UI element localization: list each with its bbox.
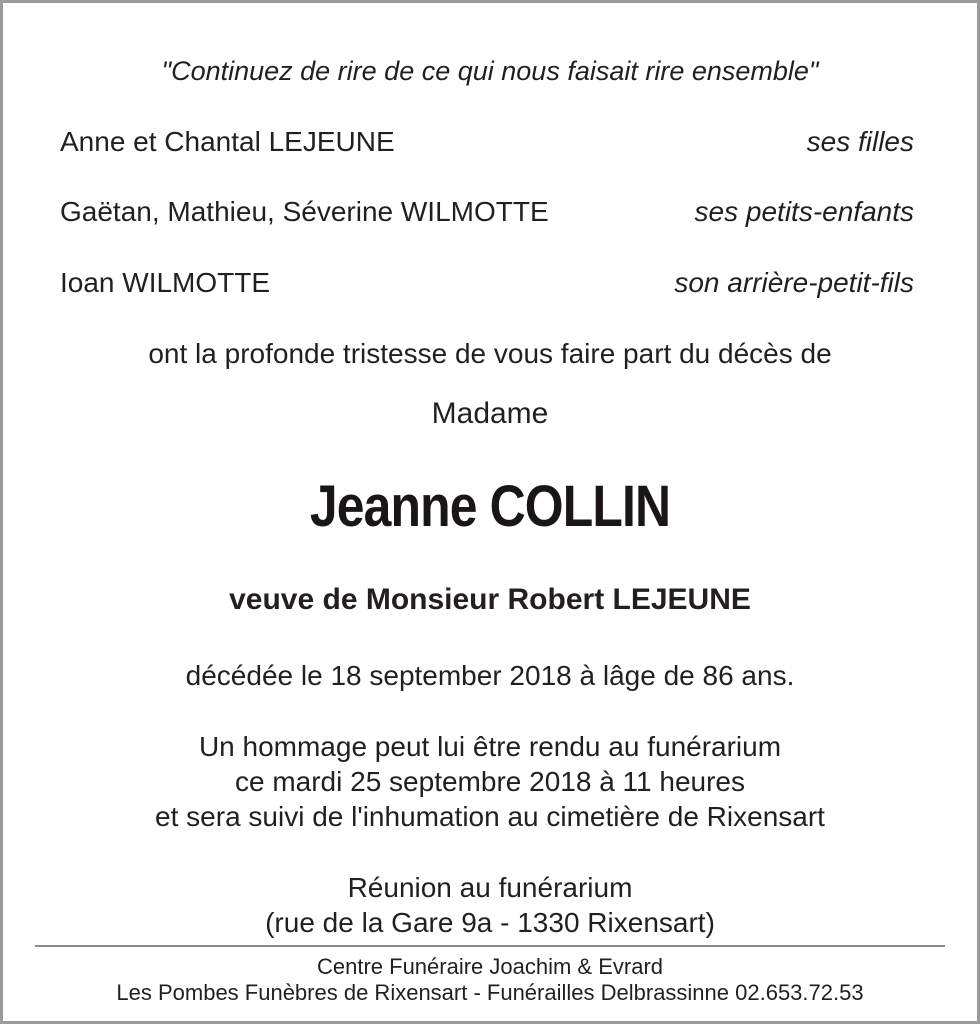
memorial-quote: "Continuez de rire de ce qui nous faisait rire ensemble": [161, 56, 819, 86]
tribute-line: et sera suivi de l'inhumation au cimetière de Rixensart: [155, 801, 825, 832]
deceased-name: Jeanne COLLIN: [309, 474, 671, 539]
family-names-great-grandson: Ioan WILMOTTE: [60, 267, 271, 298]
family-relation-daughters: ses filles: [806, 126, 914, 157]
family-names-daughters: Anne et Chantal LEJEUNE: [60, 126, 395, 157]
funeral-home-contact: Les Pombes Funèbres de Rixensart - Funérailles Delbrassinne 02.653.72.53: [116, 980, 864, 1005]
honorific: Madame: [431, 397, 549, 430]
funeral-home-name: Centre Funéraire Joachim & Evrard: [316, 954, 664, 979]
tribute-line: Un hommage peut lui être rendu au funérarium: [198, 731, 782, 762]
footer-divider: [35, 945, 945, 947]
widow-of: veuve de Monsieur Robert LEJEUNE: [229, 583, 751, 616]
tribute-line: ce mardi 25 septembre 2018 à 11 heures: [234, 766, 745, 797]
family-relation-grandchildren: ses petits-enfants: [694, 196, 914, 227]
family-relation-great-grandson: son arrière-petit-fils: [674, 267, 914, 298]
announcement-text: ont la profonde tristesse de vous faire part du décès de: [148, 338, 832, 369]
gathering-address: (rue de la Gare 9a - 1330 Rixensart): [265, 907, 715, 938]
family-names-grandchildren: Gaëtan, Mathieu, Séverine WILMOTTE: [60, 196, 549, 227]
death-info: décédée le 18 september 2018 à lâge de 86 ans.: [185, 660, 795, 691]
gathering-line: Réunion au funérarium: [347, 872, 633, 903]
